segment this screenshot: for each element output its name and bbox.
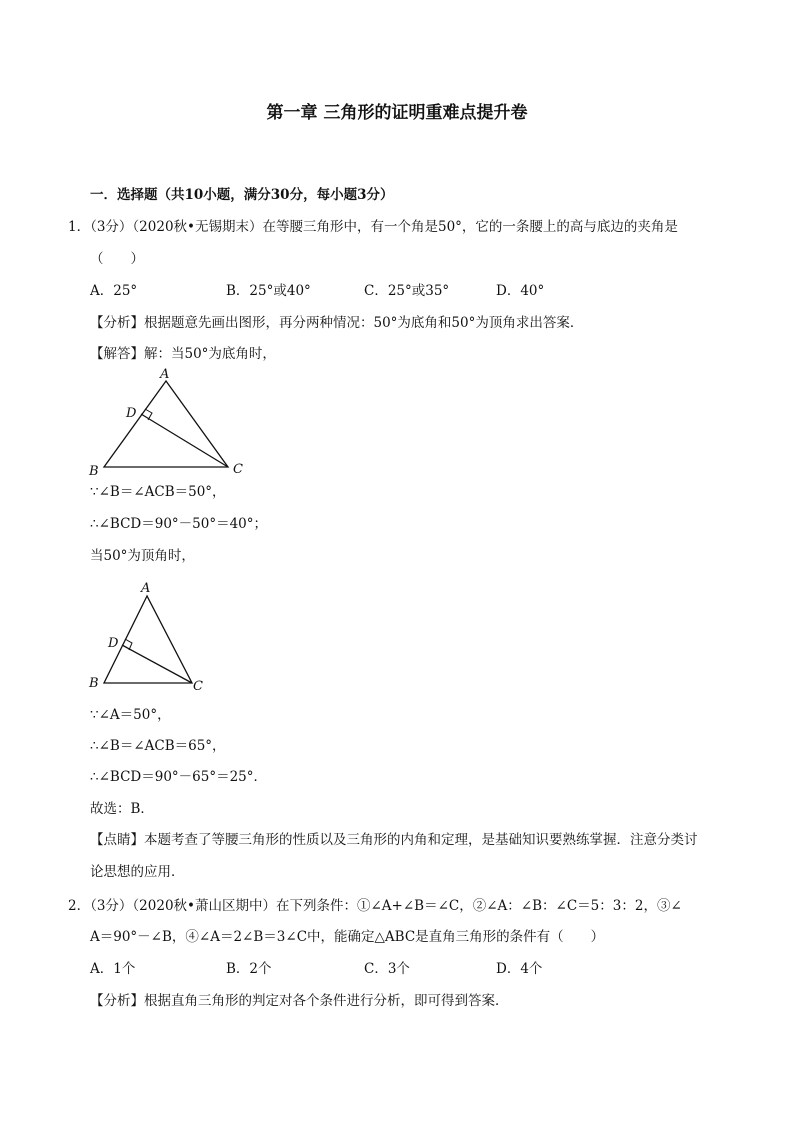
label-c-1: C — [233, 462, 243, 477]
q1-answer-intro: 【解答】解：当50°为底角时， — [90, 346, 276, 362]
q1-comment-line-2: 论思想的应用． — [90, 864, 185, 880]
q2-stem-line-1: 2．（3分）（2020秋•萧山区期中）在下列条件：①∠A+∠B＝∠C，②∠A：∠B：∠C＝5：3：2，③∠ — [68, 898, 682, 914]
q1-option-c: C．25°或35° — [364, 283, 450, 299]
q1-comment-line-1: 【点睛】本题考查了等腰三角形的性质以及三角形的内角和定理，是基础知识要熟练掌握．注意分类讨 — [90, 832, 698, 848]
label-a-2: A — [141, 581, 151, 596]
q1-step-5: ∴∠BCD＝90°－65°＝25°． — [90, 769, 268, 785]
q2-option-a: A．1个 — [90, 961, 136, 977]
q1-step-4: ∴∠B＝∠ACB＝65°， — [90, 738, 226, 754]
q1-step-3: ∵∠A＝50°， — [90, 707, 171, 723]
label-a-1: A — [160, 367, 170, 382]
document-title: 第一章 三角形的证明重难点提升卷 — [266, 103, 528, 123]
q1-option-d: D．40° — [496, 283, 545, 299]
q2-option-c: C．3个 — [364, 961, 410, 977]
q2-stem-line-2: A＝90°－∠B，④∠A＝2∠B＝3∠C中，能确定△ABC是直角三角形的条件有（ ） — [90, 929, 605, 945]
q1-stem-line-1: 1．（3分）（2020秋•无锡期末）在等腰三角形中，有一个角是50°，它的一条腰上的高与底边的夹角是 — [68, 219, 678, 235]
label-b-2: B — [89, 676, 99, 691]
q1-option-b: B．25°或40° — [226, 283, 311, 299]
q1-stem-line-2: （ ） — [90, 251, 144, 267]
q1-case-2: 当50°为顶角时， — [90, 548, 195, 564]
q1-analysis: 【分析】根据题意先画出图形，再分两种情况：50°为底角和50°为顶角求出答案． — [90, 315, 584, 331]
label-d-1: D — [126, 406, 137, 421]
q1-choice: 故选：B． — [90, 801, 154, 817]
section-heading: 一．选择题（共10小题，满分30分，每小题3分） — [90, 187, 394, 203]
q2-option-d: D．4个 — [496, 961, 543, 977]
label-b-1: B — [89, 464, 99, 479]
label-c-2: C — [193, 679, 203, 694]
q2-analysis: 【分析】根据直角三角形的判定对各个条件进行分析，即可得到答案． — [90, 993, 509, 1009]
q1-step-1: ∵∠B＝∠ACB＝50°， — [90, 484, 226, 500]
label-d-2: D — [108, 636, 119, 651]
q2-option-b: B．2个 — [226, 961, 272, 977]
q1-option-a: A．25° — [90, 283, 138, 299]
q1-step-2: ∴∠BCD＝90°－50°＝40°； — [90, 516, 268, 532]
